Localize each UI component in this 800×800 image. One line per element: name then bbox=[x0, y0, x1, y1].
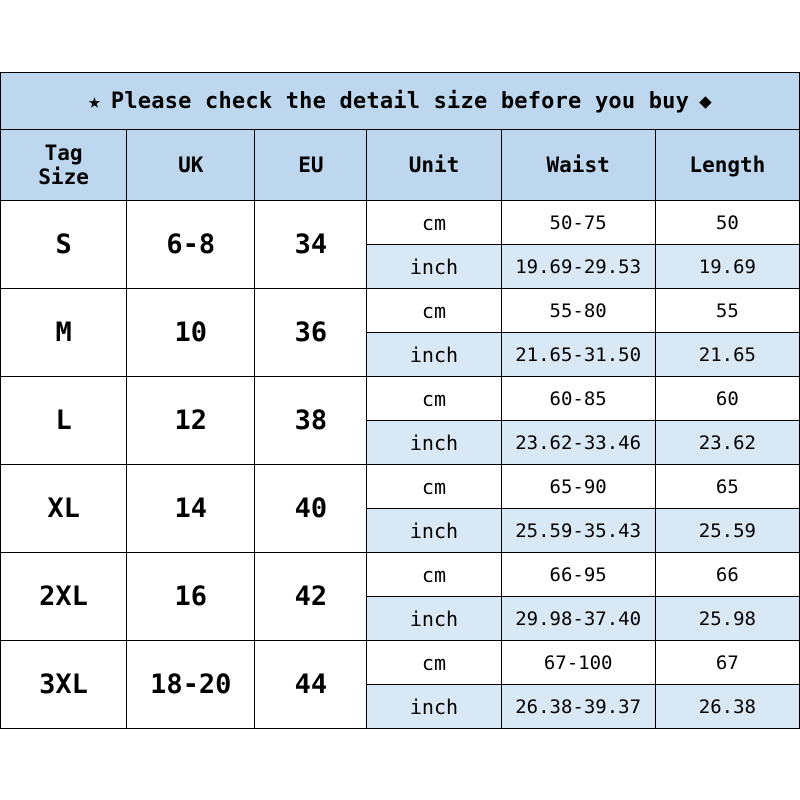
table-row bbox=[1, 641, 800, 685]
cell-tag-size: S bbox=[1, 201, 127, 289]
star-icon: ★ bbox=[88, 88, 101, 113]
header-unit: Unit bbox=[367, 130, 501, 201]
table-row bbox=[1, 289, 800, 333]
cell-length-inch: 26.38 bbox=[655, 685, 799, 729]
cell-tag-size: 3XL bbox=[1, 641, 127, 729]
cell-waist-inch: 23.62-33.46 bbox=[501, 421, 655, 465]
cell-uk: 12 bbox=[127, 377, 255, 465]
cell-unit-inch: inch bbox=[367, 597, 501, 641]
header-length: Length bbox=[655, 130, 799, 201]
banner-notice bbox=[1, 73, 800, 130]
header-eu: EU bbox=[255, 130, 367, 201]
header-tag-size bbox=[1, 130, 127, 201]
table-row bbox=[1, 553, 800, 597]
cell-length-cm: 50 bbox=[655, 201, 799, 245]
header-tag-size-line2: Size bbox=[38, 165, 89, 189]
cell-length-inch: 21.65 bbox=[655, 333, 799, 377]
cell-length-inch: 23.62 bbox=[655, 421, 799, 465]
cell-eu: 36 bbox=[255, 289, 367, 377]
cell-waist-inch: 25.59-35.43 bbox=[501, 509, 655, 553]
cell-unit-inch: inch bbox=[367, 509, 501, 553]
cell-unit-inch: inch bbox=[367, 421, 501, 465]
cell-eu: 38 bbox=[255, 377, 367, 465]
cell-unit-inch: inch bbox=[367, 685, 501, 729]
cell-length-inch: 19.69 bbox=[655, 245, 799, 289]
cell-eu: 34 bbox=[255, 201, 367, 289]
cell-unit-cm: cm bbox=[367, 641, 501, 685]
table-row bbox=[1, 465, 800, 509]
cell-eu: 42 bbox=[255, 553, 367, 641]
cell-unit-cm: cm bbox=[367, 377, 501, 421]
cell-waist-cm: 55-80 bbox=[501, 289, 655, 333]
size-chart-container bbox=[0, 72, 800, 729]
cell-length-cm: 66 bbox=[655, 553, 799, 597]
banner-row bbox=[1, 73, 800, 130]
cell-unit-inch: inch bbox=[367, 245, 501, 289]
cell-length-inch: 25.59 bbox=[655, 509, 799, 553]
header-waist: Waist bbox=[501, 130, 655, 201]
cell-uk: 10 bbox=[127, 289, 255, 377]
cell-unit-cm: cm bbox=[367, 465, 501, 509]
cell-waist-cm: 66-95 bbox=[501, 553, 655, 597]
header-uk: UK bbox=[127, 130, 255, 201]
cell-length-inch: 25.98 bbox=[655, 597, 799, 641]
cell-uk: 6-8 bbox=[127, 201, 255, 289]
cell-tag-size: L bbox=[1, 377, 127, 465]
cell-tag-size: M bbox=[1, 289, 127, 377]
header-row bbox=[1, 130, 800, 201]
cell-unit-cm: cm bbox=[367, 289, 501, 333]
cell-eu: 44 bbox=[255, 641, 367, 729]
diamond-icon: ◆ bbox=[699, 88, 712, 113]
cell-length-cm: 65 bbox=[655, 465, 799, 509]
cell-length-cm: 60 bbox=[655, 377, 799, 421]
cell-tag-size: 2XL bbox=[1, 553, 127, 641]
cell-tag-size: XL bbox=[1, 465, 127, 553]
cell-waist-cm: 65-90 bbox=[501, 465, 655, 509]
cell-waist-inch: 26.38-39.37 bbox=[501, 685, 655, 729]
cell-waist-cm: 67-100 bbox=[501, 641, 655, 685]
cell-uk: 16 bbox=[127, 553, 255, 641]
banner-text: Please check the detail size before you buy bbox=[110, 88, 690, 114]
cell-length-cm: 55 bbox=[655, 289, 799, 333]
cell-unit-cm: cm bbox=[367, 553, 501, 597]
table-row bbox=[1, 377, 800, 421]
cell-uk: 14 bbox=[127, 465, 255, 553]
cell-eu: 40 bbox=[255, 465, 367, 553]
cell-waist-inch: 19.69-29.53 bbox=[501, 245, 655, 289]
cell-unit-inch: inch bbox=[367, 333, 501, 377]
cell-waist-inch: 21.65-31.50 bbox=[501, 333, 655, 377]
header-tag-size-line1: Tag bbox=[44, 140, 83, 165]
cell-length-cm: 67 bbox=[655, 641, 799, 685]
cell-waist-cm: 60-85 bbox=[501, 377, 655, 421]
cell-unit-cm: cm bbox=[367, 201, 501, 245]
size-chart-table bbox=[0, 72, 800, 729]
cell-uk: 18-20 bbox=[127, 641, 255, 729]
cell-waist-cm: 50-75 bbox=[501, 201, 655, 245]
table-row bbox=[1, 201, 800, 245]
cell-waist-inch: 29.98-37.40 bbox=[501, 597, 655, 641]
